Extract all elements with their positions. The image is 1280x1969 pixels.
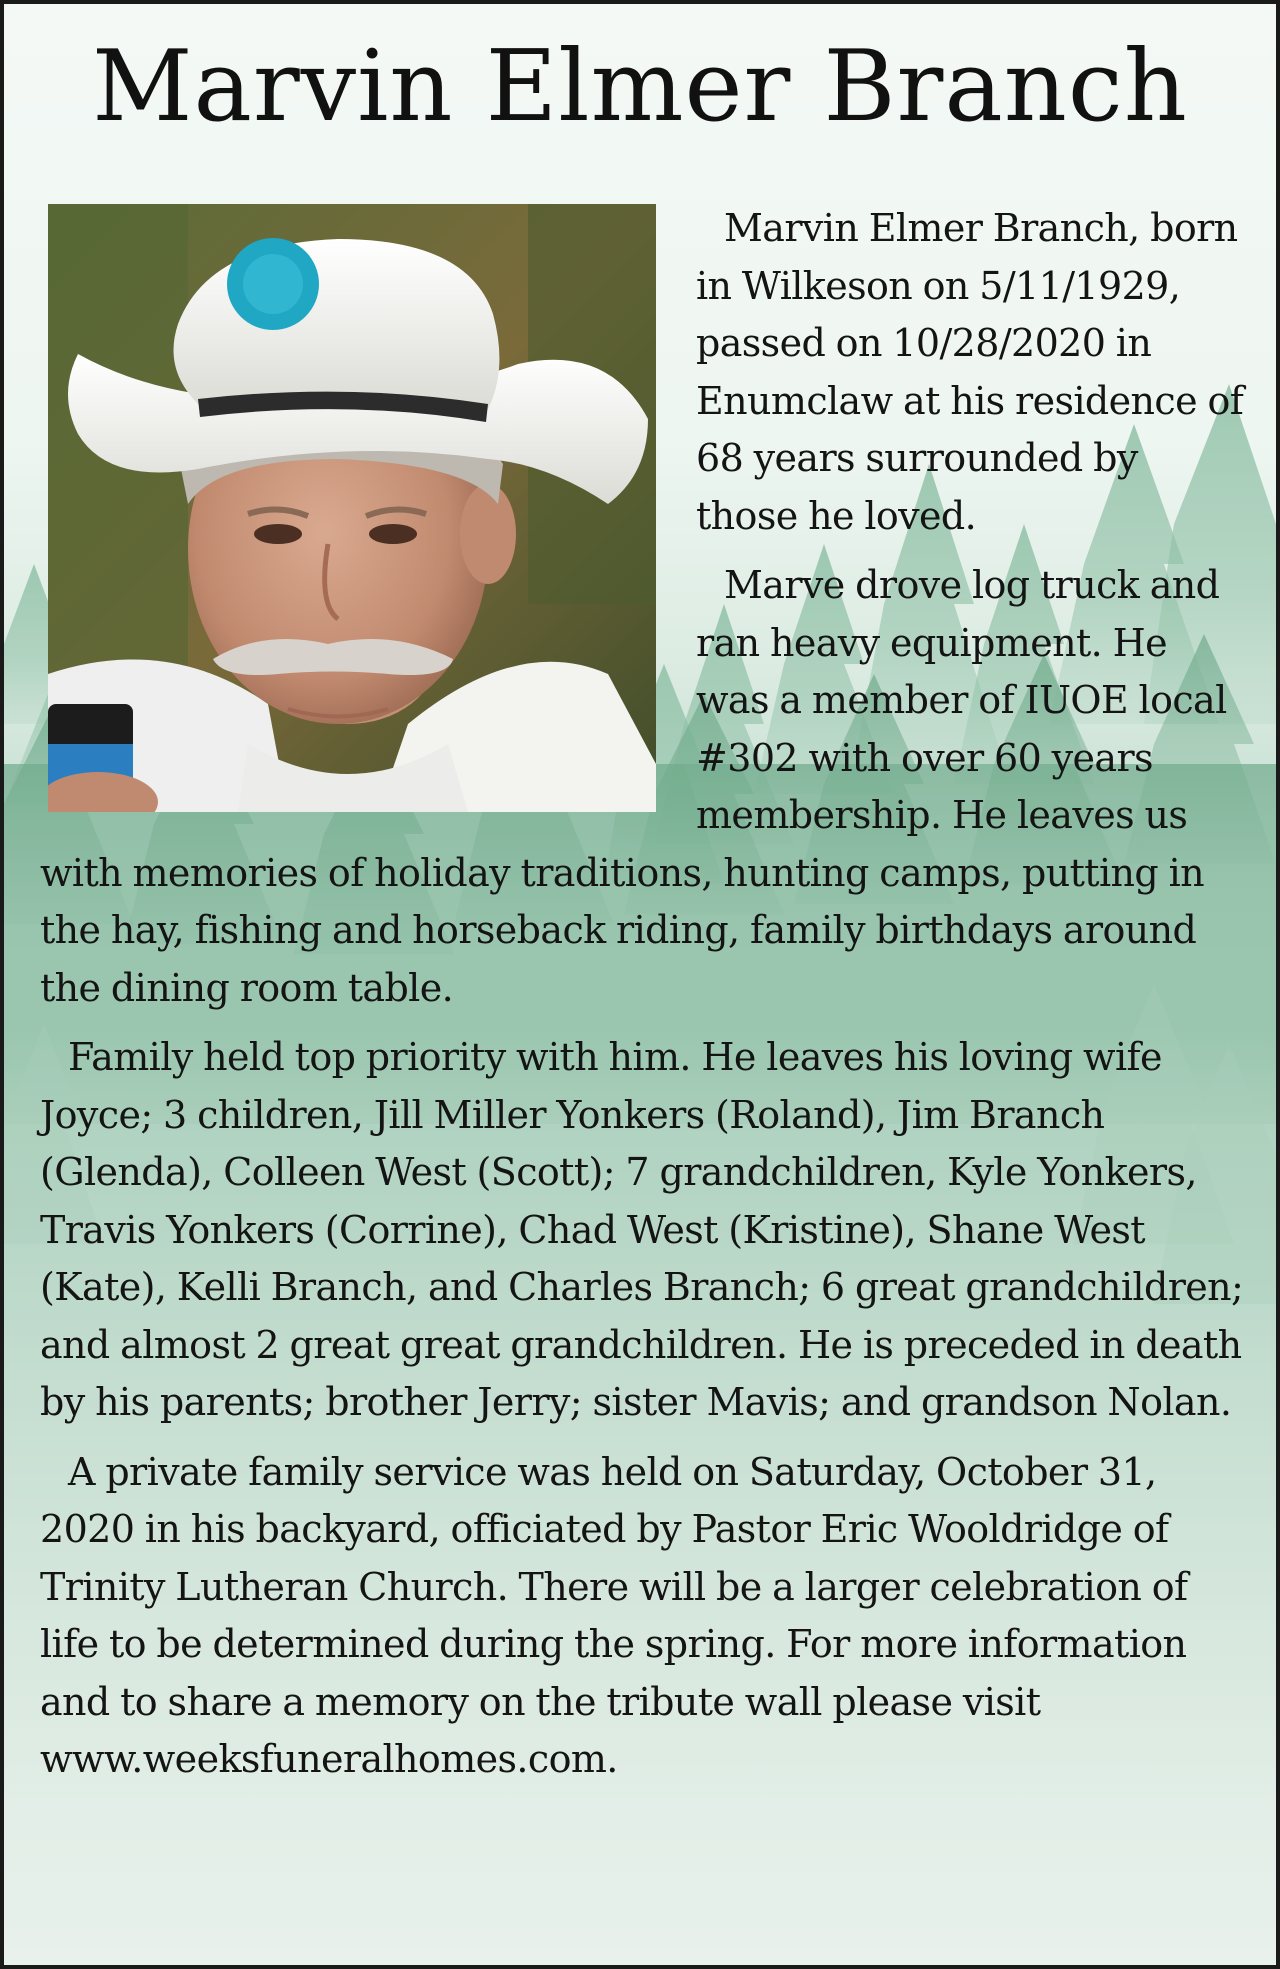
obituary-title: Marvin Elmer Branch: [92, 30, 1188, 144]
obituary-body: [40, 200, 1244, 1801]
paragraph-family: Family held top priority with him. He leaves his loving wife Joyce; 3 children, Jill Miller Yonkers (Roland), Jim Branch (Glenda), Colleen West (Scott); 7 grandchildren, Kyle Yonkers, Travis Yonkers (Corrine), Chad West (Kristine), Shane West (Kate), Kelli Branch, and Charles Branch; 6 great grandchildren; and almost 2 great great grandchildren. He is preceded in death by his parents; brother Jerry; sister Mavis; and grandson Nolan.: [40, 1035, 1244, 1424]
paragraph-birth-death: Marvin Elmer Branch, born in Wilkeson on 5/11/1929, passed on 10/28/2020 in Enumclaw at his residence of 68 years surrounded by those he loved.: [696, 206, 1244, 538]
portrait-photo: [48, 204, 656, 812]
paragraph-career-memories: Marve drove log truck and ran heavy equipment. He was a member of IUOE local #302 with over 60 years membership. He leaves us with memories of holiday traditions, hunting camps, putting in the hay, fishing and horseback riding, family birthdays around the dining room table.: [40, 563, 1227, 1010]
portrait-illustration: [48, 204, 656, 812]
paragraph-service: A private family service was held on Saturday, October 31, 2020 in his backyard, officiated by Pastor Eric Wooldridge of Trinity Lutheran Church. There will be a larger celebration of life to be determined during the spring. For more information and to share a memory on the tribute wall please visit www.weeksfuneralhomes.com.: [40, 1449, 1188, 1781]
